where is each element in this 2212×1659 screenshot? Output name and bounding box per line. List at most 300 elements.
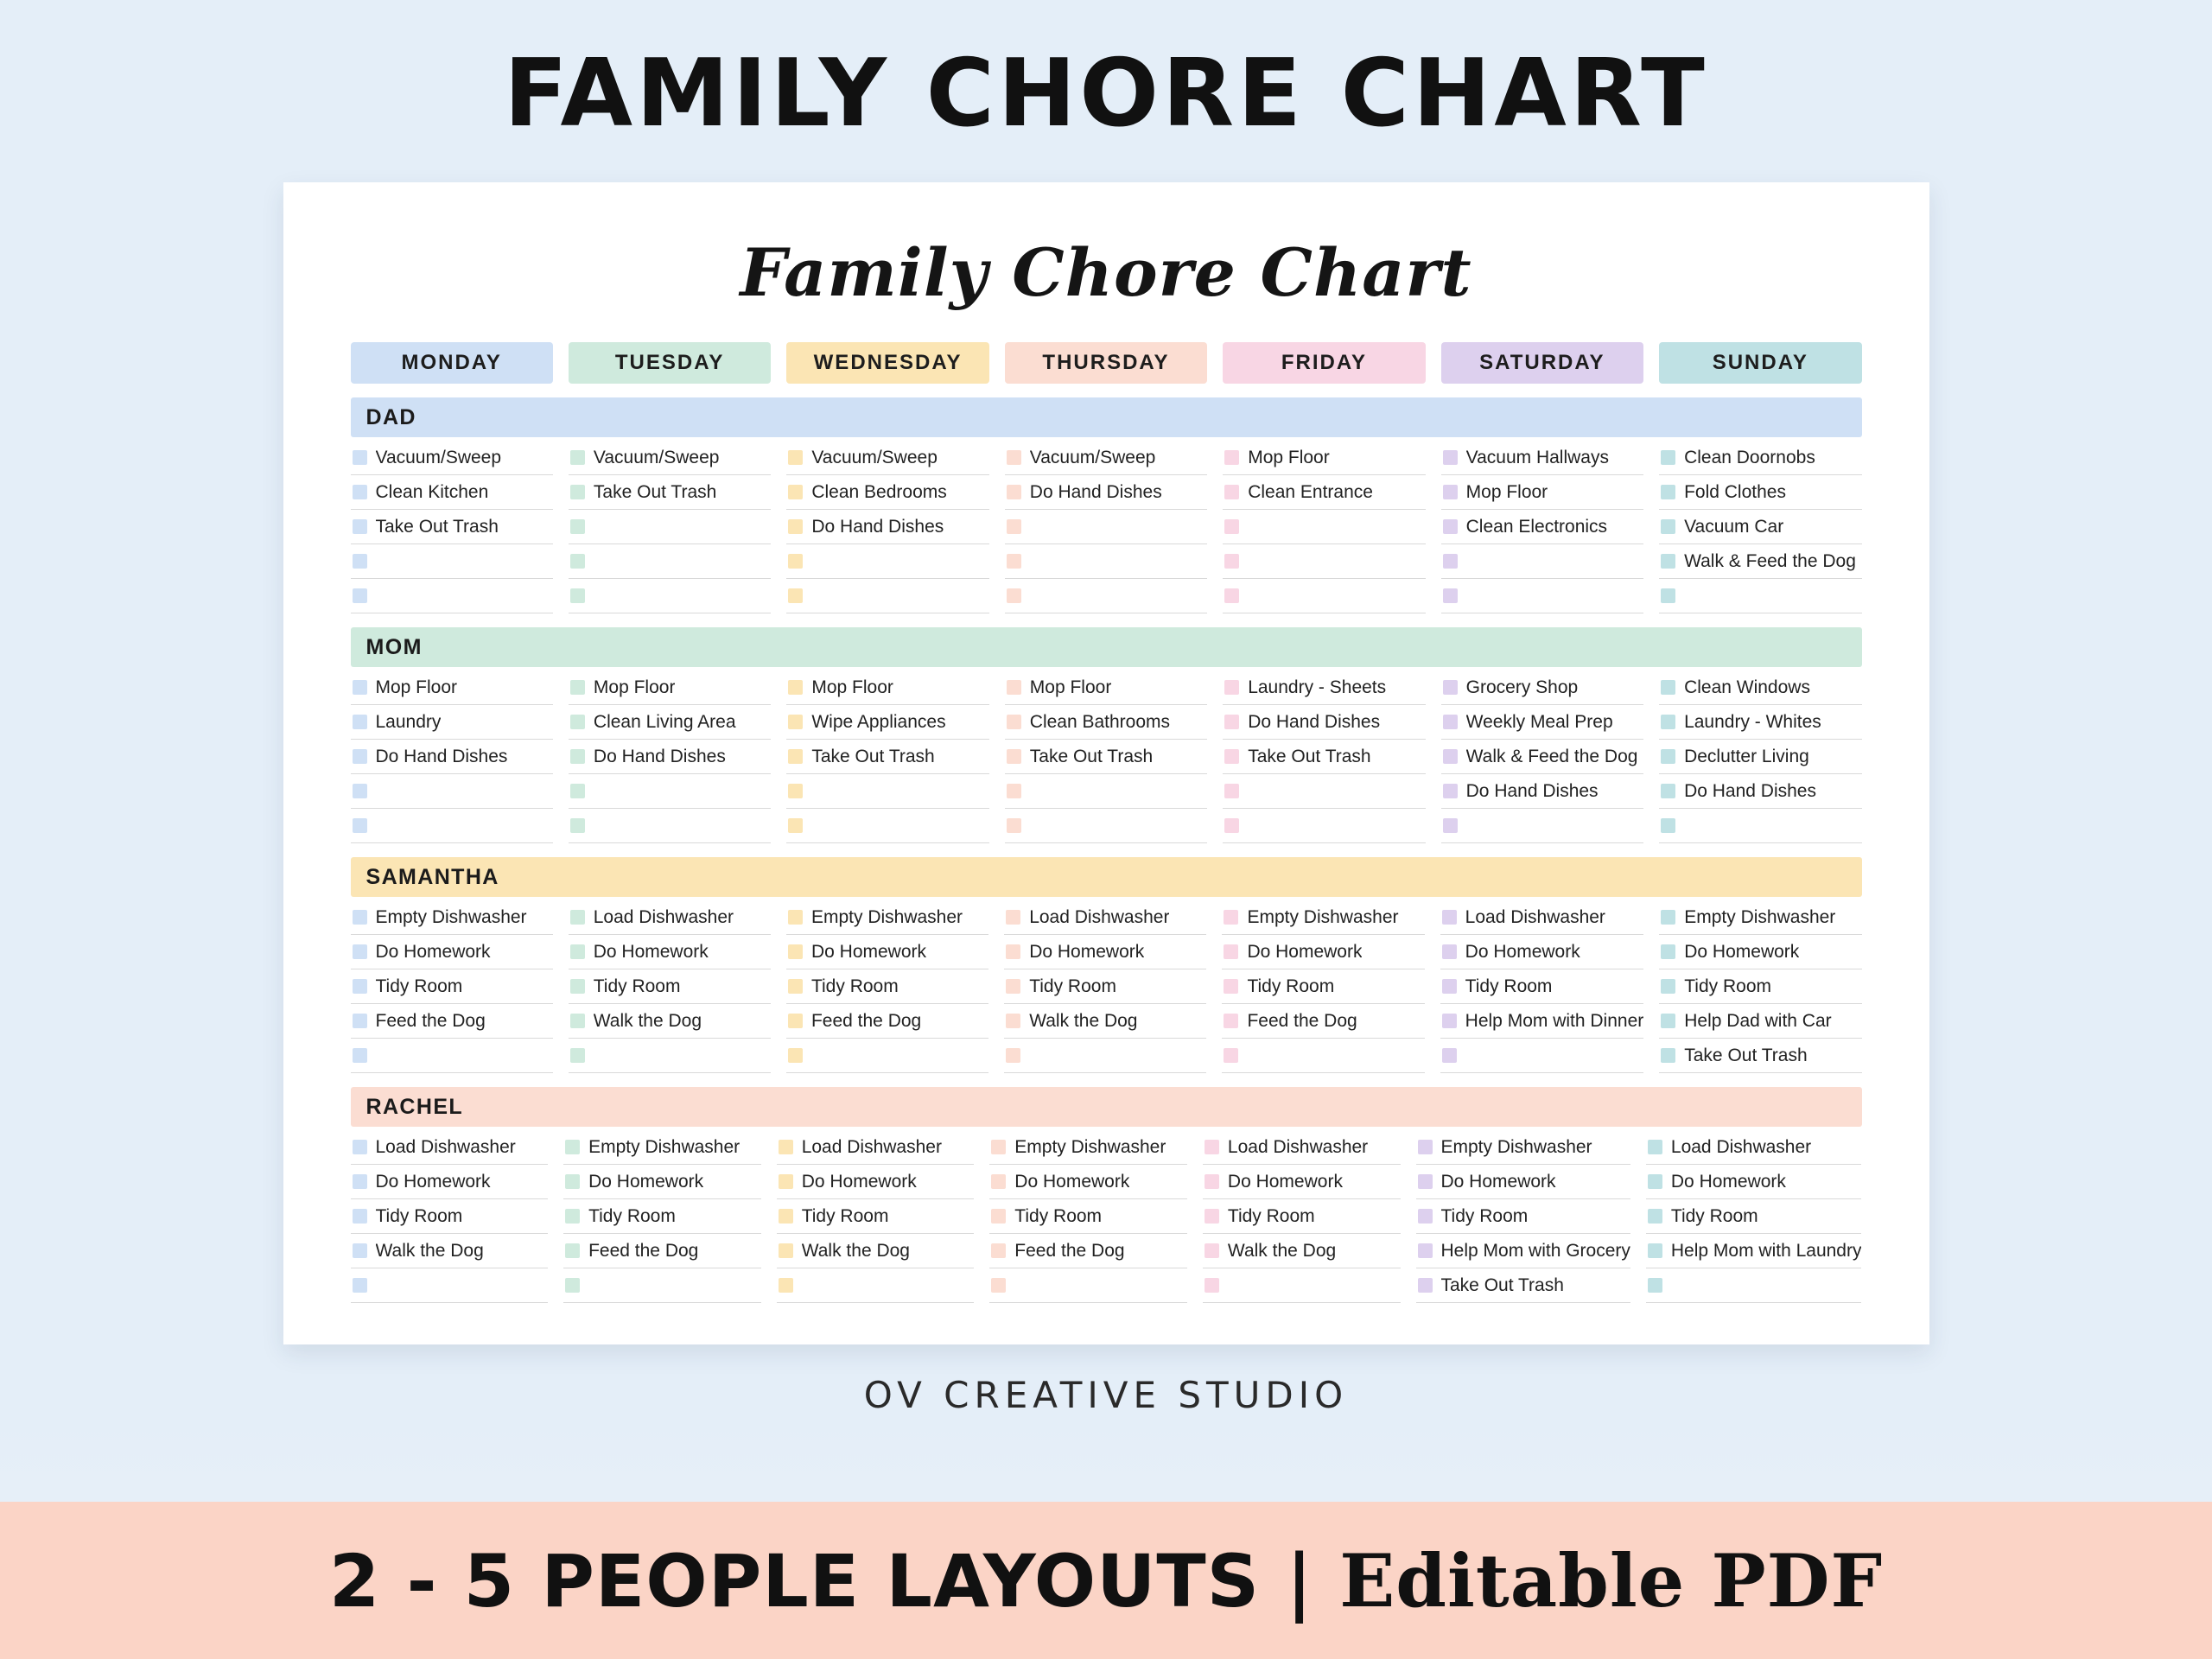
task-row[interactable] xyxy=(1416,1268,1630,1303)
task-row[interactable] xyxy=(777,1165,975,1199)
task-row[interactable] xyxy=(1441,809,1643,843)
task-row[interactable] xyxy=(563,1165,761,1199)
task-row[interactable] xyxy=(569,809,771,843)
checkbox-icon[interactable] xyxy=(1007,818,1021,833)
task-row[interactable] xyxy=(1004,1004,1206,1039)
task-row[interactable] xyxy=(786,510,988,544)
task-row[interactable] xyxy=(1004,900,1206,935)
checkbox-icon[interactable] xyxy=(788,749,803,764)
task-row[interactable] xyxy=(1223,544,1425,579)
task-row[interactable] xyxy=(569,900,771,935)
checkbox-icon[interactable] xyxy=(1418,1278,1433,1293)
task-row[interactable] xyxy=(1005,544,1207,579)
task-row[interactable] xyxy=(786,475,988,510)
task-row[interactable] xyxy=(351,900,553,935)
task-row[interactable] xyxy=(1646,1268,1862,1303)
task-row[interactable] xyxy=(786,935,988,969)
checkbox-icon[interactable] xyxy=(1661,485,1675,499)
checkbox-icon[interactable] xyxy=(570,1014,585,1028)
checkbox-icon[interactable] xyxy=(1007,680,1021,695)
task-row[interactable] xyxy=(351,740,553,774)
checkbox-icon[interactable] xyxy=(1224,818,1239,833)
checkbox-icon[interactable] xyxy=(1205,1243,1219,1258)
checkbox-icon[interactable] xyxy=(1205,1209,1219,1224)
task-row[interactable] xyxy=(569,774,771,809)
checkbox-icon[interactable] xyxy=(991,1243,1006,1258)
task-row[interactable] xyxy=(1223,475,1425,510)
task-row[interactable] xyxy=(1440,935,1644,969)
task-row[interactable] xyxy=(569,1039,771,1073)
checkbox-icon[interactable] xyxy=(1661,818,1675,833)
checkbox-icon[interactable] xyxy=(353,979,367,994)
task-row[interactable] xyxy=(989,1130,1187,1165)
checkbox-icon[interactable] xyxy=(788,554,803,569)
checkbox-icon[interactable] xyxy=(991,1278,1006,1293)
checkbox-icon[interactable] xyxy=(565,1174,580,1189)
task-row[interactable] xyxy=(1223,774,1425,809)
task-row[interactable] xyxy=(1659,544,1861,579)
task-row[interactable] xyxy=(786,969,988,1004)
checkbox-icon[interactable] xyxy=(353,1048,367,1063)
checkbox-icon[interactable] xyxy=(1443,749,1458,764)
checkbox-icon[interactable] xyxy=(1661,680,1675,695)
checkbox-icon[interactable] xyxy=(788,910,803,925)
task-row[interactable] xyxy=(1441,510,1643,544)
checkbox-icon[interactable] xyxy=(1443,715,1458,729)
checkbox-icon[interactable] xyxy=(779,1243,793,1258)
checkbox-icon[interactable] xyxy=(570,715,585,729)
task-row[interactable] xyxy=(1441,774,1643,809)
checkbox-icon[interactable] xyxy=(1224,485,1239,499)
task-row[interactable] xyxy=(1659,809,1861,843)
task-column xyxy=(1222,900,1424,1073)
task-row[interactable] xyxy=(1659,510,1861,544)
checkbox-icon[interactable] xyxy=(1007,554,1021,569)
task-row[interactable] xyxy=(1223,740,1425,774)
checkbox-icon[interactable] xyxy=(1661,1014,1675,1028)
task-row[interactable] xyxy=(351,544,553,579)
checkbox-icon[interactable] xyxy=(1007,749,1021,764)
task-row[interactable] xyxy=(1659,774,1861,809)
task-row[interactable] xyxy=(777,1268,975,1303)
task-row[interactable] xyxy=(569,475,771,510)
checkbox-icon[interactable] xyxy=(570,680,585,695)
checkbox-icon[interactable] xyxy=(1205,1174,1219,1189)
task-row[interactable] xyxy=(1441,579,1643,613)
checkbox-icon[interactable] xyxy=(991,1209,1006,1224)
checkbox-icon[interactable] xyxy=(1007,485,1021,499)
checkbox-icon[interactable] xyxy=(353,1209,367,1224)
task-label: Take Out Trash xyxy=(811,746,935,766)
task-row[interactable] xyxy=(569,579,771,613)
checkbox-icon[interactable] xyxy=(570,1048,585,1063)
task-row[interactable] xyxy=(351,1268,549,1303)
checkbox-icon[interactable] xyxy=(570,485,585,499)
checkbox-icon[interactable] xyxy=(353,1014,367,1028)
task-row[interactable] xyxy=(351,1130,549,1165)
checkbox-icon[interactable] xyxy=(1648,1278,1662,1293)
task-row[interactable] xyxy=(1441,441,1643,475)
checkbox-icon[interactable] xyxy=(991,1140,1006,1154)
task-row[interactable] xyxy=(569,1004,771,1039)
task-label: Help Mom with Grocery xyxy=(1440,1240,1630,1261)
checkbox-icon[interactable] xyxy=(570,588,585,603)
checkbox-icon[interactable] xyxy=(353,818,367,833)
task-label: Tidy Room xyxy=(1247,976,1335,996)
checkbox-icon[interactable] xyxy=(1224,450,1239,465)
task-row[interactable] xyxy=(786,1039,988,1073)
checkbox-icon[interactable] xyxy=(788,680,803,695)
checkbox-icon[interactable] xyxy=(1007,784,1021,798)
checkbox-icon[interactable] xyxy=(1007,588,1021,603)
task-row[interactable] xyxy=(1203,1234,1401,1268)
checkbox-icon[interactable] xyxy=(570,910,585,925)
task-row[interactable] xyxy=(1441,475,1643,510)
task-row[interactable] xyxy=(1659,900,1861,935)
task-row[interactable] xyxy=(569,510,771,544)
task-row[interactable] xyxy=(351,441,553,475)
task-row[interactable] xyxy=(1203,1268,1401,1303)
task-row[interactable] xyxy=(777,1130,975,1165)
checkbox-icon[interactable] xyxy=(353,1140,367,1154)
task-label: Do Hand Dishes xyxy=(1684,780,1816,801)
person-band-mom: MOM xyxy=(351,627,1862,667)
checkbox-icon[interactable] xyxy=(570,519,585,534)
checkbox-icon[interactable] xyxy=(1442,910,1457,925)
task-row[interactable] xyxy=(989,1268,1187,1303)
task-row[interactable] xyxy=(1440,900,1644,935)
task-row[interactable] xyxy=(563,1268,761,1303)
checkbox-icon[interactable] xyxy=(788,979,803,994)
task-row[interactable] xyxy=(1659,705,1861,740)
task-row[interactable] xyxy=(786,544,988,579)
task-row[interactable] xyxy=(563,1199,761,1234)
task-row[interactable] xyxy=(989,1234,1187,1268)
task-row[interactable] xyxy=(1659,935,1861,969)
checkbox-icon[interactable] xyxy=(1661,784,1675,798)
checkbox-icon[interactable] xyxy=(1205,1278,1219,1293)
task-row[interactable] xyxy=(1440,1039,1644,1073)
task-row[interactable] xyxy=(1646,1165,1862,1199)
checkbox-icon[interactable] xyxy=(788,519,803,534)
task-row[interactable] xyxy=(563,1130,761,1165)
task-row[interactable] xyxy=(351,671,553,705)
task-row[interactable] xyxy=(1659,740,1861,774)
checkbox-icon[interactable] xyxy=(353,519,367,534)
checkbox-icon[interactable] xyxy=(1661,979,1675,994)
task-row[interactable] xyxy=(1005,809,1207,843)
checkbox-icon[interactable] xyxy=(1443,784,1458,798)
checkbox-icon[interactable] xyxy=(1418,1140,1433,1154)
checkbox-icon[interactable] xyxy=(788,1014,803,1028)
task-row[interactable] xyxy=(1441,705,1643,740)
task-row[interactable] xyxy=(1416,1199,1630,1234)
checkbox-icon[interactable] xyxy=(779,1174,793,1189)
task-row[interactable] xyxy=(569,671,771,705)
checkbox-icon[interactable] xyxy=(1224,554,1239,569)
checkbox-icon[interactable] xyxy=(1224,979,1238,994)
checkbox-icon[interactable] xyxy=(1006,910,1020,925)
checkbox-icon[interactable] xyxy=(1007,519,1021,534)
checkbox-icon[interactable] xyxy=(565,1209,580,1224)
task-row[interactable] xyxy=(786,809,988,843)
task-row[interactable] xyxy=(1416,1130,1630,1165)
task-row[interactable] xyxy=(1441,740,1643,774)
task-row[interactable] xyxy=(1005,579,1207,613)
checkbox-icon[interactable] xyxy=(353,715,367,729)
task-row[interactable] xyxy=(1005,510,1207,544)
task-row[interactable] xyxy=(351,579,553,613)
task-label: Take Out Trash xyxy=(1684,1045,1808,1065)
task-row[interactable] xyxy=(351,935,553,969)
checkbox-icon[interactable] xyxy=(570,979,585,994)
task-row[interactable] xyxy=(1223,441,1425,475)
task-row[interactable] xyxy=(1005,740,1207,774)
checkbox-icon[interactable] xyxy=(1007,450,1021,465)
task-row[interactable] xyxy=(1440,969,1644,1004)
checkbox-icon[interactable] xyxy=(1648,1243,1662,1258)
task-row[interactable] xyxy=(1646,1130,1862,1165)
task-row[interactable] xyxy=(569,544,771,579)
checkbox-icon[interactable] xyxy=(1661,715,1675,729)
task-row[interactable] xyxy=(1004,969,1206,1004)
checkbox-icon[interactable] xyxy=(1418,1209,1433,1224)
checkbox-icon[interactable] xyxy=(1442,944,1457,959)
checkbox-icon[interactable] xyxy=(1661,450,1675,465)
checkbox-icon[interactable] xyxy=(1661,554,1675,569)
checkbox-icon[interactable] xyxy=(1224,910,1238,925)
checkbox-icon[interactable] xyxy=(779,1278,793,1293)
checkbox-icon[interactable] xyxy=(788,450,803,465)
task-row[interactable] xyxy=(351,1004,553,1039)
checkbox-icon[interactable] xyxy=(1442,1014,1457,1028)
checkbox-icon[interactable] xyxy=(1418,1243,1433,1258)
task-row[interactable] xyxy=(563,1234,761,1268)
checkbox-icon[interactable] xyxy=(1006,1014,1020,1028)
checkbox-icon[interactable] xyxy=(779,1140,793,1154)
task-row[interactable] xyxy=(569,969,771,1004)
task-label: Do Homework xyxy=(1440,1171,1556,1192)
task-label: Tidy Room xyxy=(1440,1205,1529,1226)
task-row[interactable] xyxy=(351,475,553,510)
checkbox-icon[interactable] xyxy=(788,715,803,729)
checkbox-icon[interactable] xyxy=(353,1174,367,1189)
checkbox-icon[interactable] xyxy=(991,1174,1006,1189)
task-row[interactable] xyxy=(351,809,553,843)
checkbox-icon[interactable] xyxy=(788,1048,803,1063)
checkbox-icon[interactable] xyxy=(1661,588,1675,603)
checkbox-icon[interactable] xyxy=(1661,944,1675,959)
checkbox-icon[interactable] xyxy=(353,749,367,764)
checkbox-icon[interactable] xyxy=(788,485,803,499)
checkbox-icon[interactable] xyxy=(1661,519,1675,534)
task-row[interactable] xyxy=(989,1199,1187,1234)
checkbox-icon[interactable] xyxy=(1661,749,1675,764)
task-row[interactable] xyxy=(351,1039,553,1073)
task-label: Mop Floor xyxy=(811,677,893,697)
task-label: Do Homework xyxy=(810,941,927,962)
checkbox-icon[interactable] xyxy=(1007,715,1021,729)
task-row[interactable] xyxy=(569,441,771,475)
task-row[interactable] xyxy=(1222,1039,1424,1073)
task-row[interactable] xyxy=(786,671,988,705)
task-row[interactable] xyxy=(1416,1234,1630,1268)
checkbox-icon[interactable] xyxy=(779,1209,793,1224)
checkbox-icon[interactable] xyxy=(1661,910,1675,925)
task-row[interactable] xyxy=(1005,705,1207,740)
task-row[interactable] xyxy=(1659,441,1861,475)
checkbox-icon[interactable] xyxy=(1443,554,1458,569)
checkbox-icon[interactable] xyxy=(1224,715,1239,729)
checkbox-icon[interactable] xyxy=(1224,784,1239,798)
checkbox-icon[interactable] xyxy=(353,1243,367,1258)
task-row[interactable] xyxy=(1441,671,1643,705)
task-row[interactable] xyxy=(351,969,553,1004)
task-row[interactable] xyxy=(786,705,988,740)
checkbox-icon[interactable] xyxy=(570,818,585,833)
task-row[interactable] xyxy=(1222,1004,1424,1039)
checkbox-icon[interactable] xyxy=(570,784,585,798)
checkbox-icon[interactable] xyxy=(1224,1048,1238,1063)
task-row[interactable] xyxy=(1659,475,1861,510)
checkbox-icon[interactable] xyxy=(1224,680,1239,695)
task-row[interactable] xyxy=(1659,1039,1861,1073)
checkbox-icon[interactable] xyxy=(353,1278,367,1293)
checkbox-icon[interactable] xyxy=(570,450,585,465)
task-label: Weekly Meal Prep xyxy=(1465,711,1613,732)
checkbox-icon[interactable] xyxy=(1224,944,1238,959)
task-row[interactable] xyxy=(569,705,771,740)
task-row[interactable] xyxy=(1203,1165,1401,1199)
checkbox-icon[interactable] xyxy=(353,784,367,798)
checkbox-icon[interactable] xyxy=(788,588,803,603)
task-label: Clean Bedrooms xyxy=(811,481,947,502)
task-row[interactable] xyxy=(786,1004,988,1039)
day-header-thursday: THURSDAY xyxy=(1005,342,1207,384)
task-row[interactable] xyxy=(1222,969,1424,1004)
task-label: Do Homework xyxy=(1029,941,1145,962)
checkbox-icon[interactable] xyxy=(1205,1140,1219,1154)
task-row[interactable] xyxy=(1004,1039,1206,1073)
checkbox-icon[interactable] xyxy=(788,784,803,798)
checkbox-icon[interactable] xyxy=(565,1140,580,1154)
task-row[interactable] xyxy=(1203,1130,1401,1165)
task-row[interactable] xyxy=(1440,1004,1644,1039)
task-row[interactable] xyxy=(1005,774,1207,809)
checkbox-icon[interactable] xyxy=(1648,1140,1662,1154)
task-row[interactable] xyxy=(786,740,988,774)
task-row[interactable] xyxy=(351,1234,549,1268)
task-row[interactable] xyxy=(1646,1199,1862,1234)
day-header-monday: MONDAY xyxy=(351,342,553,384)
checkbox-icon[interactable] xyxy=(353,944,367,959)
checkbox-icon[interactable] xyxy=(1443,680,1458,695)
checkbox-icon[interactable] xyxy=(1443,519,1458,534)
task-row[interactable] xyxy=(569,740,771,774)
checkbox-icon[interactable] xyxy=(1648,1174,1662,1189)
task-row[interactable] xyxy=(1222,900,1424,935)
task-row[interactable] xyxy=(786,900,988,935)
checkbox-icon[interactable] xyxy=(1443,485,1458,499)
task-row[interactable] xyxy=(1223,809,1425,843)
task-row[interactable] xyxy=(1222,935,1424,969)
task-row[interactable] xyxy=(1223,671,1425,705)
task-row[interactable] xyxy=(1203,1199,1401,1234)
checkbox-icon[interactable] xyxy=(788,818,803,833)
checkbox-icon[interactable] xyxy=(1442,1048,1457,1063)
task-row[interactable] xyxy=(1659,579,1861,613)
task-row[interactable] xyxy=(1416,1165,1630,1199)
checkbox-icon[interactable] xyxy=(353,485,367,499)
task-row[interactable] xyxy=(1005,475,1207,510)
task-row[interactable] xyxy=(1005,441,1207,475)
task-row[interactable] xyxy=(1659,969,1861,1004)
checkbox-icon[interactable] xyxy=(788,944,803,959)
checkbox-icon[interactable] xyxy=(353,680,367,695)
task-column xyxy=(1203,1130,1401,1303)
task-row[interactable] xyxy=(1659,1004,1861,1039)
checkbox-icon[interactable] xyxy=(1443,818,1458,833)
checkbox-icon[interactable] xyxy=(1224,588,1239,603)
checkbox-icon[interactable] xyxy=(353,450,367,465)
task-row[interactable] xyxy=(351,1199,549,1234)
task-row[interactable] xyxy=(777,1199,975,1234)
task-row[interactable] xyxy=(989,1165,1187,1199)
task-row[interactable] xyxy=(786,579,988,613)
task-label: Feed the Dog xyxy=(810,1010,922,1031)
checkbox-icon[interactable] xyxy=(1224,1014,1238,1028)
task-row[interactable] xyxy=(1659,671,1861,705)
task-label: Clean Doornobs xyxy=(1684,447,1815,467)
task-row[interactable] xyxy=(1223,510,1425,544)
checkbox-icon[interactable] xyxy=(353,910,367,925)
task-column xyxy=(1005,671,1207,843)
checkbox-icon[interactable] xyxy=(1224,519,1239,534)
task-row[interactable] xyxy=(1004,935,1206,969)
task-row[interactable] xyxy=(777,1234,975,1268)
task-row[interactable] xyxy=(1646,1234,1862,1268)
task-row[interactable] xyxy=(351,510,553,544)
checkbox-icon[interactable] xyxy=(570,749,585,764)
task-row[interactable] xyxy=(1005,671,1207,705)
checkbox-icon[interactable] xyxy=(1418,1174,1433,1189)
checkbox-icon[interactable] xyxy=(1006,979,1020,994)
task-row[interactable] xyxy=(351,774,553,809)
task-row[interactable] xyxy=(1441,544,1643,579)
task-row[interactable] xyxy=(569,935,771,969)
checkbox-icon[interactable] xyxy=(1224,749,1239,764)
task-row[interactable] xyxy=(786,774,988,809)
task-row[interactable] xyxy=(786,441,988,475)
checkbox-icon[interactable] xyxy=(1661,1048,1675,1063)
checkbox-icon[interactable] xyxy=(1006,944,1020,959)
checkbox-icon[interactable] xyxy=(1648,1209,1662,1224)
checkbox-icon[interactable] xyxy=(570,944,585,959)
task-row[interactable] xyxy=(1223,705,1425,740)
task-row[interactable] xyxy=(1223,579,1425,613)
checkbox-icon[interactable] xyxy=(565,1278,580,1293)
checkbox-icon[interactable] xyxy=(1443,450,1458,465)
checkbox-icon[interactable] xyxy=(353,588,367,603)
checkbox-icon[interactable] xyxy=(1443,588,1458,603)
checkbox-icon[interactable] xyxy=(353,554,367,569)
checkbox-icon[interactable] xyxy=(570,554,585,569)
task-row[interactable] xyxy=(351,705,553,740)
checkbox-icon[interactable] xyxy=(565,1243,580,1258)
checkbox-icon[interactable] xyxy=(1442,979,1457,994)
checkbox-icon[interactable] xyxy=(1006,1048,1020,1063)
task-row[interactable] xyxy=(351,1165,549,1199)
